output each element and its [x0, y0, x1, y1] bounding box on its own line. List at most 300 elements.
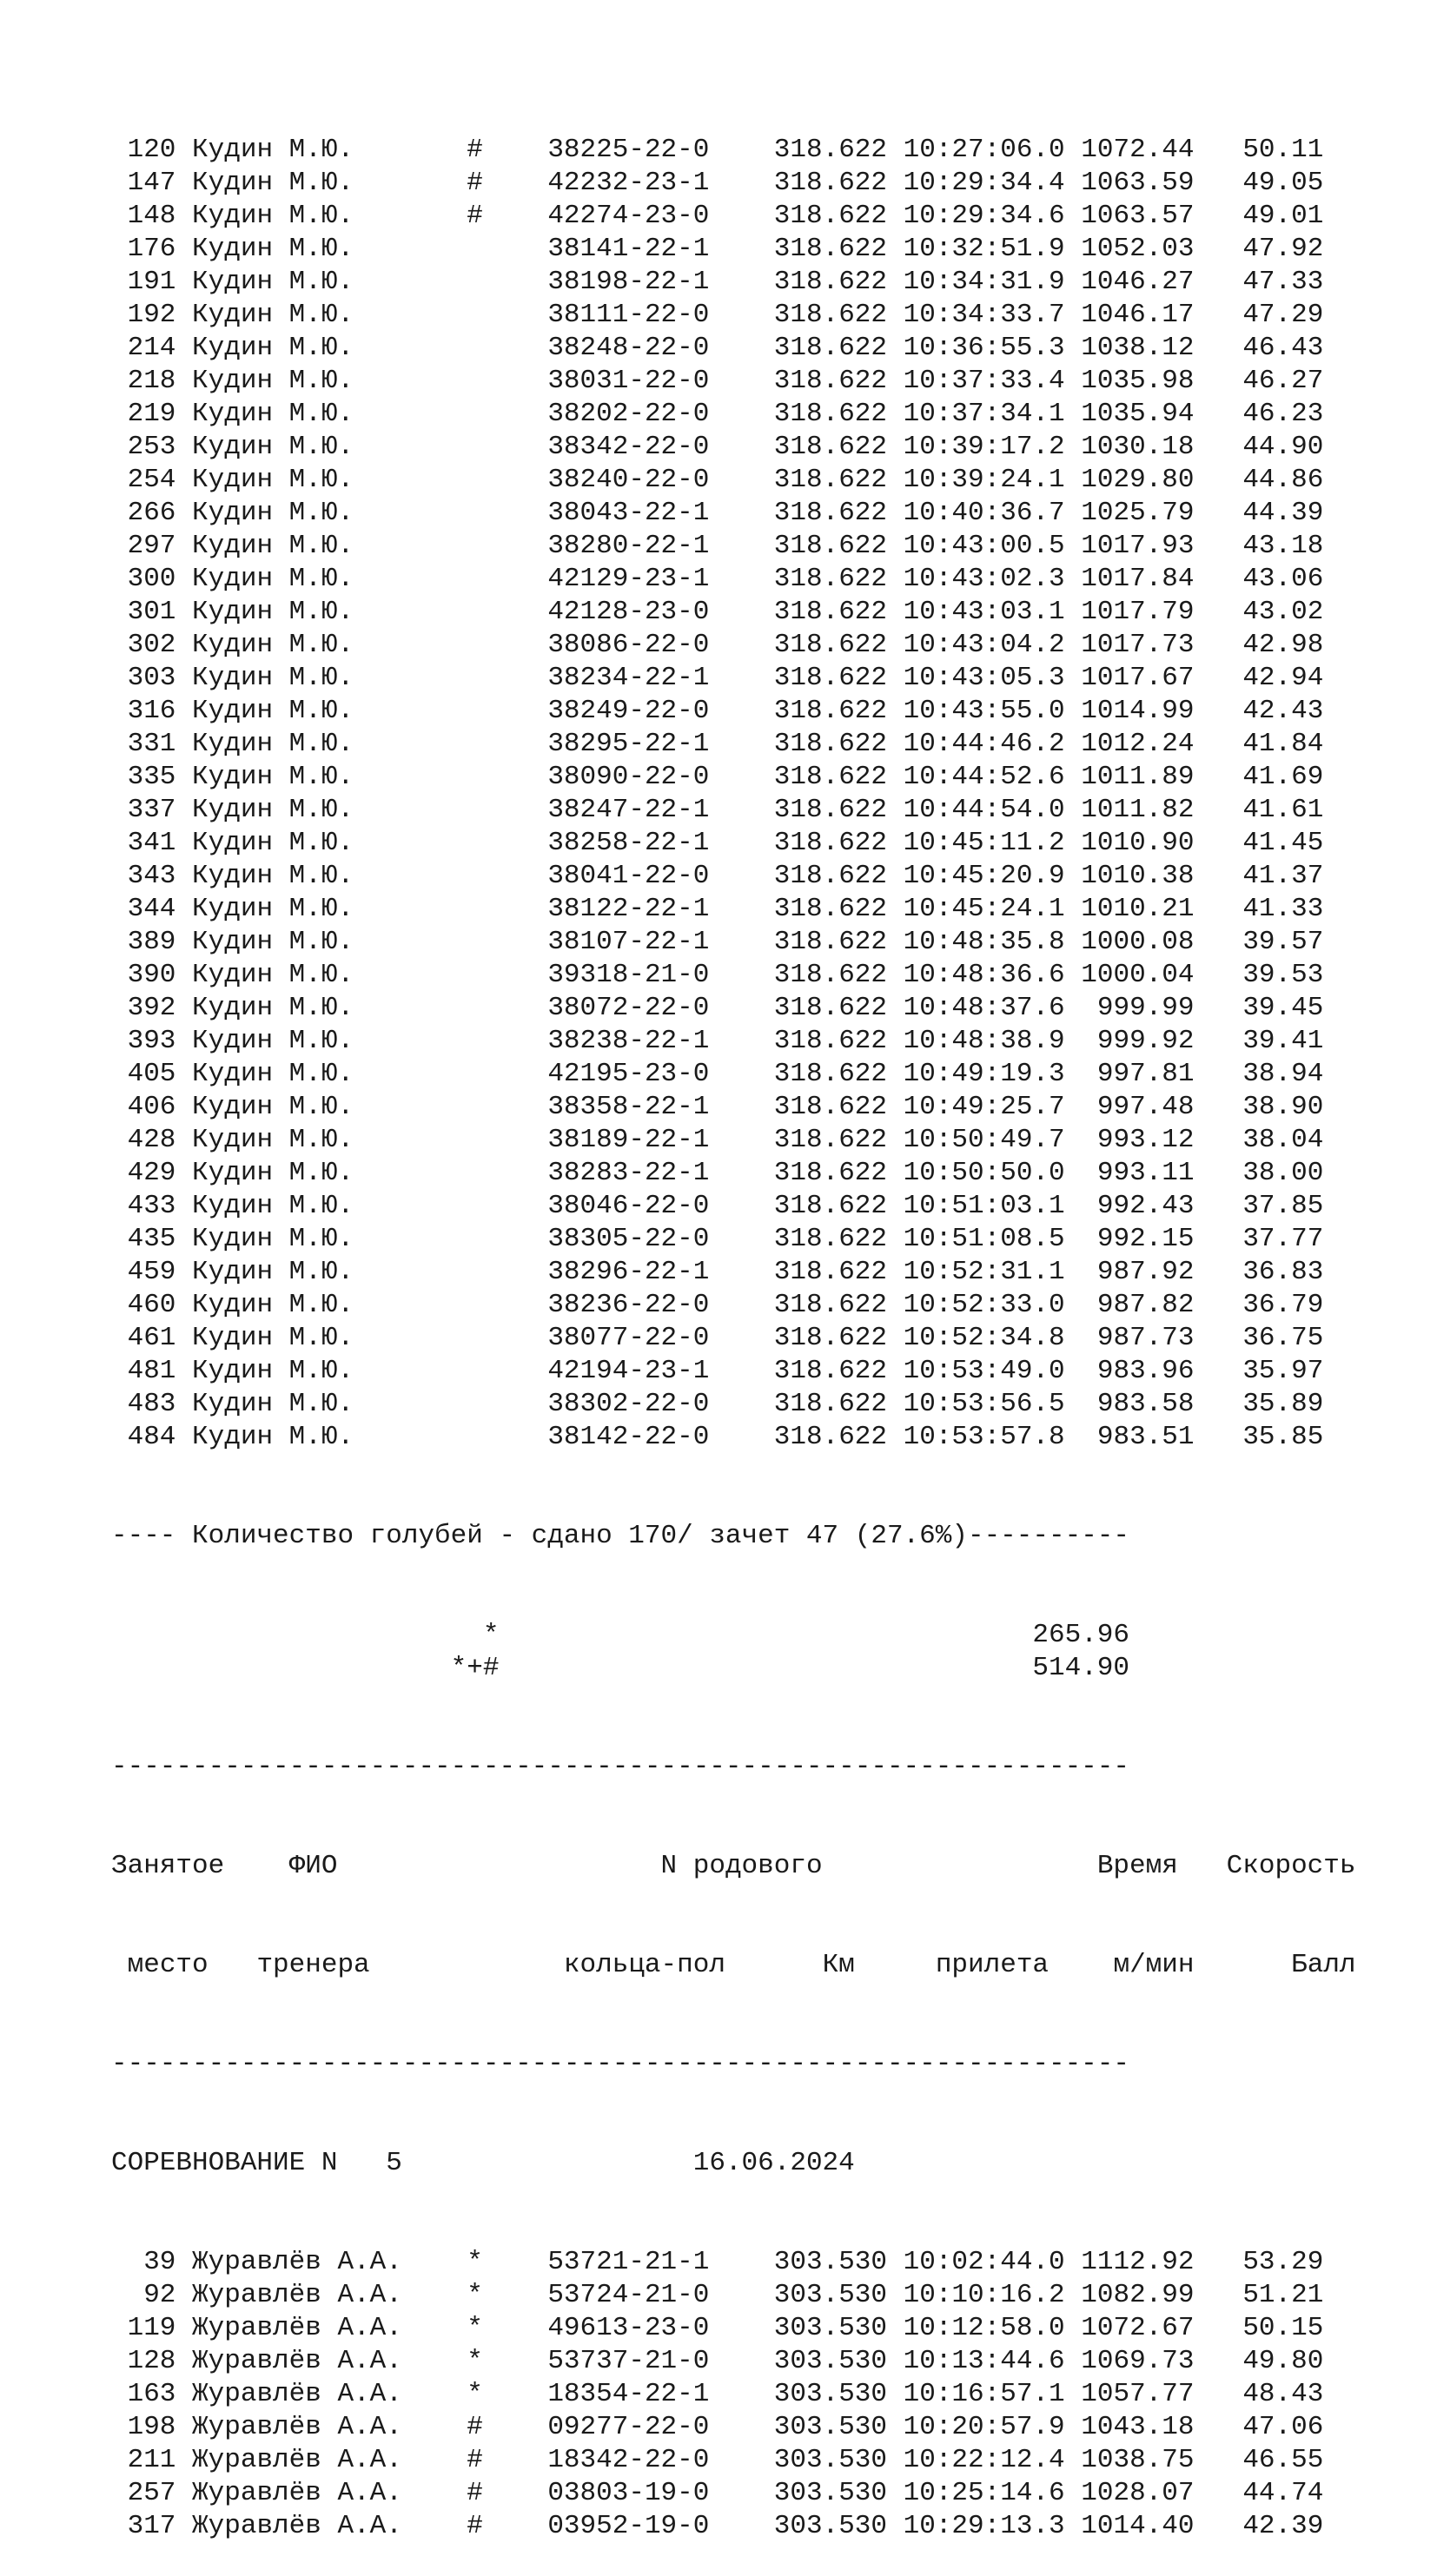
- arrival-time-cell: 10:34:33.7: [903, 300, 1065, 330]
- trainer-cell: Кудин М.Ю.: [192, 828, 402, 858]
- distance-cell: 318.622: [773, 465, 888, 495]
- result-row: [111, 2246, 1356, 2279]
- mark-cell: [467, 762, 483, 792]
- place-cell: 92: [111, 2280, 176, 2310]
- score-cell: 47.29: [1242, 300, 1324, 330]
- distance-cell: 318.622: [773, 1191, 888, 1221]
- mark-cell: #: [467, 2478, 483, 2508]
- place-cell: 341: [111, 828, 176, 858]
- distance-cell: 318.622: [773, 828, 888, 858]
- results-document: [111, 68, 1356, 2576]
- distance-cell: 318.622: [773, 894, 888, 924]
- distance-cell: 318.622: [773, 168, 888, 198]
- ring-cell: 38305-22-0: [547, 1224, 710, 1254]
- arrival-time-cell: 10:43:00.5: [903, 531, 1065, 561]
- arrival-time-cell: 10:44:52.6: [903, 762, 1065, 792]
- ring-cell: 38283-22-1: [547, 1158, 710, 1188]
- distance-cell: 318.622: [773, 234, 888, 264]
- result-row: [111, 794, 1356, 827]
- total-label: *+#: [450, 1653, 500, 1683]
- result-row: [111, 332, 1356, 365]
- score-cell: 47.33: [1242, 267, 1324, 297]
- distance-cell: 303.530: [773, 2511, 888, 2541]
- mark-cell: [467, 1191, 483, 1221]
- ring-cell: 38043-22-1: [547, 498, 710, 528]
- place-cell: 218: [111, 366, 176, 396]
- place-cell: 393: [111, 1026, 176, 1056]
- ring-cell: 38247-22-1: [547, 795, 710, 825]
- score-cell: 42.98: [1242, 630, 1324, 660]
- mark-cell: [467, 564, 483, 594]
- arrival-time-cell: 10:29:34.4: [903, 168, 1065, 198]
- ring-cell: 38122-22-1: [547, 894, 710, 924]
- score-cell: 39.57: [1242, 927, 1324, 957]
- distance-cell: 318.622: [773, 531, 888, 561]
- trainer-cell: Кудин М.Ю.: [192, 1092, 402, 1122]
- result-row: [111, 2411, 1356, 2444]
- place-cell: 192: [111, 300, 176, 330]
- mark-cell: [467, 1257, 483, 1287]
- distance-cell: 318.622: [773, 135, 888, 165]
- distance-cell: 318.622: [773, 861, 888, 891]
- section-1-results: [111, 134, 1356, 1454]
- ring-cell: 42232-23-1: [547, 168, 710, 198]
- speed-cell: 1011.89: [1081, 762, 1195, 792]
- speed-cell: 1010.38: [1081, 861, 1195, 891]
- total-label: *: [482, 1620, 500, 1650]
- score-cell: 42.43: [1242, 696, 1324, 726]
- header-fio: тренера: [256, 1950, 370, 1980]
- ring-cell: 38041-22-0: [547, 861, 710, 891]
- arrival-time-cell: 10:44:54.0: [903, 795, 1065, 825]
- trainer-cell: Журавлёв А.А.: [192, 2445, 402, 2475]
- distance-cell: 318.622: [773, 663, 888, 693]
- arrival-time-cell: 10:52:34.8: [903, 1323, 1065, 1353]
- trainer-cell: Кудин М.Ю.: [192, 564, 402, 594]
- score-cell: 36.79: [1242, 1290, 1324, 1320]
- place-cell: 337: [111, 795, 176, 825]
- trainer-cell: Кудин М.Ю.: [192, 1026, 402, 1056]
- arrival-time-cell: 10:29:13.3: [903, 2511, 1065, 2541]
- total-row: [111, 1652, 1356, 1685]
- trainer-cell: Кудин М.Ю.: [192, 762, 402, 792]
- header-ring: кольца-пол: [563, 1950, 725, 1980]
- arrival-time-cell: 10:53:56.5: [903, 1389, 1065, 1419]
- score-cell: 51.21: [1242, 2280, 1324, 2310]
- result-row: [111, 1223, 1356, 1256]
- arrival-time-cell: 10:51:03.1: [903, 1191, 1065, 1221]
- arrival-time-cell: 10:43:02.3: [903, 564, 1065, 594]
- arrival-time-cell: 10:39:17.2: [903, 432, 1065, 462]
- distance-cell: 318.622: [773, 333, 888, 363]
- ring-cell: 38248-22-0: [547, 333, 710, 363]
- place-cell: 405: [111, 1059, 176, 1089]
- place-cell: 389: [111, 927, 176, 957]
- mark-cell: [467, 894, 483, 924]
- place-cell: 459: [111, 1257, 176, 1287]
- mark-cell: #: [467, 168, 483, 198]
- result-row: [111, 1289, 1356, 1322]
- speed-cell: 1035.94: [1081, 399, 1195, 429]
- ring-cell: 38238-22-1: [547, 1026, 710, 1056]
- ring-cell: 38296-22-1: [547, 1257, 710, 1287]
- result-row: [111, 464, 1356, 497]
- header-place: место: [127, 1950, 209, 1980]
- distance-cell: 318.622: [773, 1389, 888, 1419]
- distance-cell: 318.622: [773, 696, 888, 726]
- ring-cell: 38302-22-0: [547, 1389, 710, 1419]
- result-row: [111, 1124, 1356, 1157]
- distance-cell: 318.622: [773, 432, 888, 462]
- distance-cell: 318.622: [773, 993, 888, 1023]
- speed-cell: 987.82: [1081, 1290, 1195, 1320]
- mark-cell: [467, 795, 483, 825]
- mark-cell: [467, 1059, 483, 1089]
- trainer-cell: Кудин М.Ю.: [192, 696, 402, 726]
- arrival-time-cell: 10:43:04.2: [903, 630, 1065, 660]
- place-cell: 343: [111, 861, 176, 891]
- arrival-time-cell: 10:16:57.1: [903, 2379, 1065, 2409]
- mark-cell: [467, 1356, 483, 1386]
- result-row: [111, 431, 1356, 464]
- ring-cell: 38077-22-0: [547, 1323, 710, 1353]
- distance-cell: 318.622: [773, 1290, 888, 1320]
- score-cell: 47.06: [1242, 2412, 1324, 2442]
- result-row: [111, 728, 1356, 761]
- arrival-time-cell: 10:44:46.2: [903, 729, 1065, 759]
- place-cell: 266: [111, 498, 176, 528]
- trainer-cell: Журавлёв А.А.: [192, 2511, 402, 2541]
- trainer-cell: Кудин М.Ю.: [192, 1191, 402, 1221]
- distance-cell: 318.622: [773, 300, 888, 330]
- speed-cell: 999.99: [1081, 993, 1195, 1023]
- header-ring: N родового: [660, 1851, 823, 1881]
- place-cell: 460: [111, 1290, 176, 1320]
- mark-cell: *: [467, 2313, 483, 2343]
- score-cell: 37.77: [1242, 1224, 1324, 1254]
- mark-cell: [467, 1224, 483, 1254]
- speed-cell: 1072.44: [1081, 135, 1195, 165]
- place-cell: 39: [111, 2247, 176, 2277]
- speed-cell: 1038.75: [1081, 2445, 1195, 2475]
- speed-cell: 1072.67: [1081, 2313, 1195, 2343]
- score-cell: 50.11: [1242, 135, 1324, 165]
- arrival-time-cell: 10:37:33.4: [903, 366, 1065, 396]
- speed-cell: 1063.57: [1081, 201, 1195, 231]
- arrival-time-cell: 10:52:31.1: [903, 1257, 1065, 1287]
- score-cell: 43.02: [1242, 597, 1324, 627]
- trainer-cell: Кудин М.Ю.: [192, 1356, 402, 1386]
- distance-cell: 318.622: [773, 366, 888, 396]
- distance-cell: 303.530: [773, 2346, 888, 2376]
- result-row: [111, 134, 1356, 167]
- place-cell: 335: [111, 762, 176, 792]
- distance-cell: 318.622: [773, 498, 888, 528]
- speed-cell: 997.48: [1081, 1092, 1195, 1122]
- header-speed: м/мин: [1113, 1950, 1195, 1980]
- result-row: [111, 1355, 1356, 1388]
- speed-cell: 1014.40: [1081, 2511, 1195, 2541]
- speed-cell: 1029.80: [1081, 465, 1195, 495]
- speed-cell: 1035.98: [1081, 366, 1195, 396]
- score-cell: 48.43: [1242, 2379, 1324, 2409]
- arrival-time-cell: 10:48:35.8: [903, 927, 1065, 957]
- speed-cell: 992.43: [1081, 1191, 1195, 1221]
- ring-cell: 42195-23-0: [547, 1059, 710, 1089]
- place-cell: 148: [111, 201, 176, 231]
- speed-cell: 993.11: [1081, 1158, 1195, 1188]
- arrival-time-cell: 10:43:05.3: [903, 663, 1065, 693]
- score-cell: 37.85: [1242, 1191, 1324, 1221]
- score-cell: 41.84: [1242, 729, 1324, 759]
- ring-cell: 38198-22-1: [547, 267, 710, 297]
- result-row: [111, 1322, 1356, 1355]
- trainer-cell: Кудин М.Ю.: [192, 531, 402, 561]
- distance-cell: 303.530: [773, 2313, 888, 2343]
- score-cell: 39.53: [1242, 960, 1324, 990]
- result-row: [111, 365, 1356, 398]
- place-cell: 344: [111, 894, 176, 924]
- ring-cell: 38249-22-0: [547, 696, 710, 726]
- mark-cell: [467, 663, 483, 693]
- score-cell: 42.39: [1242, 2511, 1324, 2541]
- result-row: [111, 497, 1356, 530]
- arrival-time-cell: 10:36:55.3: [903, 333, 1065, 363]
- score-cell: 36.83: [1242, 1257, 1324, 1287]
- score-cell: 38.00: [1242, 1158, 1324, 1188]
- place-cell: 211: [111, 2445, 176, 2475]
- arrival-time-cell: 10:27:06.0: [903, 135, 1065, 165]
- place-cell: 390: [111, 960, 176, 990]
- trainer-cell: Кудин М.Ю.: [192, 1422, 402, 1452]
- result-row: [111, 893, 1356, 926]
- ring-cell: 38240-22-0: [547, 465, 710, 495]
- arrival-time-cell: 10:12:58.0: [903, 2313, 1065, 2343]
- speed-cell: 1028.07: [1081, 2478, 1195, 2508]
- trainer-cell: Кудин М.Ю.: [192, 894, 402, 924]
- header-place: Занятое: [111, 1851, 225, 1881]
- section-2-results: [111, 2246, 1356, 2543]
- speed-cell: 1069.73: [1081, 2346, 1195, 2376]
- ring-cell: 38090-22-0: [547, 762, 710, 792]
- mark-cell: [467, 498, 483, 528]
- trainer-cell: Кудин М.Ю.: [192, 366, 402, 396]
- place-cell: 428: [111, 1125, 176, 1155]
- result-row: [111, 2477, 1356, 2510]
- trainer-cell: Кудин М.Ю.: [192, 465, 402, 495]
- ring-cell: 53724-21-0: [547, 2280, 710, 2310]
- speed-cell: 1017.84: [1081, 564, 1195, 594]
- speed-cell: 1017.67: [1081, 663, 1195, 693]
- result-row: [111, 2345, 1356, 2378]
- mark-cell: #: [467, 135, 483, 165]
- score-cell: 35.89: [1242, 1389, 1324, 1419]
- distance-cell: 303.530: [773, 2445, 888, 2475]
- trainer-cell: Журавлёв А.А.: [192, 2478, 402, 2508]
- trainer-cell: Кудин М.Ю.: [192, 861, 402, 891]
- score-cell: 42.94: [1242, 663, 1324, 693]
- trainer-cell: Кудин М.Ю.: [192, 630, 402, 660]
- ring-cell: 38258-22-1: [547, 828, 710, 858]
- mark-cell: [467, 630, 483, 660]
- competition-label: СОРЕВНОВАНИЕ N: [111, 2148, 338, 2178]
- result-row: [111, 695, 1356, 728]
- speed-cell: 1000.08: [1081, 927, 1195, 957]
- mark-cell: [467, 1422, 483, 1452]
- arrival-time-cell: 10:43:03.1: [903, 597, 1065, 627]
- place-cell: 254: [111, 465, 176, 495]
- ring-cell: 03952-19-0: [547, 2511, 710, 2541]
- mark-cell: #: [467, 2412, 483, 2442]
- header-line-1: [111, 1850, 1356, 1883]
- score-cell: 39.45: [1242, 993, 1324, 1023]
- speed-cell: 1038.12: [1081, 333, 1195, 363]
- score-cell: 35.85: [1242, 1422, 1324, 1452]
- speed-cell: 1046.27: [1081, 267, 1195, 297]
- arrival-time-cell: 10:34:31.9: [903, 267, 1065, 297]
- score-cell: 46.23: [1242, 399, 1324, 429]
- arrival-time-cell: 10:52:33.0: [903, 1290, 1065, 1320]
- speed-cell: 999.92: [1081, 1026, 1195, 1056]
- place-cell: 433: [111, 1191, 176, 1221]
- place-cell: 128: [111, 2346, 176, 2376]
- score-cell: 44.90: [1242, 432, 1324, 462]
- ring-cell: 18342-22-0: [547, 2445, 710, 2475]
- result-row: [111, 200, 1356, 233]
- trainer-cell: Журавлёв А.А.: [192, 2346, 402, 2376]
- mark-cell: *: [467, 2346, 483, 2376]
- trainer-cell: Кудин М.Ю.: [192, 201, 402, 231]
- arrival-time-cell: 10:29:34.6: [903, 201, 1065, 231]
- arrival-time-cell: 10:39:24.1: [903, 465, 1065, 495]
- place-cell: 257: [111, 2478, 176, 2508]
- trainer-cell: Кудин М.Ю.: [192, 300, 402, 330]
- ring-cell: 38342-22-0: [547, 432, 710, 462]
- summary-line: ---- Количество голубей - сдано 170/ зачет 47 (27.6%)----------: [111, 1521, 1129, 1551]
- ring-cell: 38086-22-0: [547, 630, 710, 660]
- mark-cell: #: [467, 201, 483, 231]
- distance-cell: 318.622: [773, 267, 888, 297]
- distance-cell: 303.530: [773, 2478, 888, 2508]
- arrival-time-cell: 10:45:20.9: [903, 861, 1065, 891]
- mark-cell: [467, 1389, 483, 1419]
- arrival-time-cell: 10:53:49.0: [903, 1356, 1065, 1386]
- ring-cell: 53737-21-0: [547, 2346, 710, 2376]
- score-cell: 41.33: [1242, 894, 1324, 924]
- mark-cell: [467, 1158, 483, 1188]
- score-cell: 38.94: [1242, 1059, 1324, 1089]
- speed-cell: 1052.03: [1081, 234, 1195, 264]
- mark-cell: [467, 1026, 483, 1056]
- speed-cell: 1112.92: [1081, 2247, 1195, 2277]
- trainer-cell: Кудин М.Ю.: [192, 432, 402, 462]
- total-row: [111, 1619, 1356, 1652]
- distance-cell: 318.622: [773, 927, 888, 957]
- competition-number: 5: [386, 2148, 402, 2178]
- trainer-cell: Кудин М.Ю.: [192, 1323, 402, 1353]
- score-cell: 41.37: [1242, 861, 1324, 891]
- speed-cell: 1017.93: [1081, 531, 1195, 561]
- distance-cell: 318.622: [773, 564, 888, 594]
- score-cell: 41.45: [1242, 828, 1324, 858]
- result-row: [111, 167, 1356, 200]
- mark-cell: [467, 828, 483, 858]
- score-cell: 36.75: [1242, 1323, 1324, 1353]
- score-cell: 46.43: [1242, 333, 1324, 363]
- place-cell: 147: [111, 168, 176, 198]
- competition-date: 16.06.2024: [692, 2148, 855, 2178]
- result-row: [111, 299, 1356, 332]
- trainer-cell: Кудин М.Ю.: [192, 333, 402, 363]
- place-cell: 119: [111, 2313, 176, 2343]
- distance-cell: 318.622: [773, 1224, 888, 1254]
- distance-cell: 318.622: [773, 1059, 888, 1089]
- mark-cell: #: [467, 2445, 483, 2475]
- speed-cell: 1043.18: [1081, 2412, 1195, 2442]
- speed-cell: 983.51: [1081, 1422, 1195, 1452]
- mark-cell: *: [467, 2280, 483, 2310]
- speed-cell: 1011.82: [1081, 795, 1195, 825]
- score-cell: 47.92: [1242, 234, 1324, 264]
- speed-cell: 1063.59: [1081, 168, 1195, 198]
- score-cell: 46.55: [1242, 2445, 1324, 2475]
- place-cell: 163: [111, 2379, 176, 2409]
- total-value: 514.90: [1032, 1653, 1130, 1683]
- ring-cell: 38358-22-1: [547, 1092, 710, 1122]
- header-score: Балл: [1291, 1950, 1356, 1980]
- trainer-cell: Кудин М.Ю.: [192, 234, 402, 264]
- ring-cell: 42128-23-0: [547, 597, 710, 627]
- score-cell: 53.29: [1242, 2247, 1324, 2277]
- trainer-cell: Кудин М.Ю.: [192, 1224, 402, 1254]
- trainer-cell: Журавлёв А.А.: [192, 2379, 402, 2409]
- place-cell: 198: [111, 2412, 176, 2442]
- speed-cell: 1017.79: [1081, 597, 1195, 627]
- score-cell: 44.86: [1242, 465, 1324, 495]
- place-cell: 120: [111, 135, 176, 165]
- arrival-time-cell: 10:10:16.2: [903, 2280, 1065, 2310]
- place-cell: 483: [111, 1389, 176, 1419]
- total-value: 265.96: [1032, 1620, 1130, 1650]
- place-cell: 176: [111, 234, 176, 264]
- arrival-time-cell: 10:49:19.3: [903, 1059, 1065, 1089]
- speed-cell: 1030.18: [1081, 432, 1195, 462]
- result-row: [111, 1058, 1356, 1091]
- trainer-cell: Кудин М.Ю.: [192, 729, 402, 759]
- arrival-time-cell: 10:25:14.6: [903, 2478, 1065, 2508]
- result-row: [111, 596, 1356, 629]
- summary-text: Количество голубей - сдано 170/ зачет 47 (27.6%): [192, 1521, 968, 1551]
- place-cell: 481: [111, 1356, 176, 1386]
- header-km: Км: [822, 1950, 855, 1980]
- ring-cell: 38072-22-0: [547, 993, 710, 1023]
- distance-cell: 318.622: [773, 1356, 888, 1386]
- trainer-cell: Кудин М.Ю.: [192, 1389, 402, 1419]
- mark-cell: [467, 234, 483, 264]
- totals-block: [111, 1619, 1356, 1685]
- ring-cell: 38111-22-0: [547, 300, 710, 330]
- arrival-time-cell: 10:20:57.9: [903, 2412, 1065, 2442]
- mark-cell: [467, 432, 483, 462]
- separator-line: ---------------------------------------------------------------: [111, 1752, 1129, 1782]
- place-cell: 219: [111, 399, 176, 429]
- arrival-time-cell: 10:45:24.1: [903, 894, 1065, 924]
- ring-cell: 09277-22-0: [547, 2412, 710, 2442]
- mark-cell: *: [467, 2247, 483, 2277]
- distance-cell: 318.622: [773, 1026, 888, 1056]
- trainer-cell: Кудин М.Ю.: [192, 597, 402, 627]
- result-row: [111, 1157, 1356, 1190]
